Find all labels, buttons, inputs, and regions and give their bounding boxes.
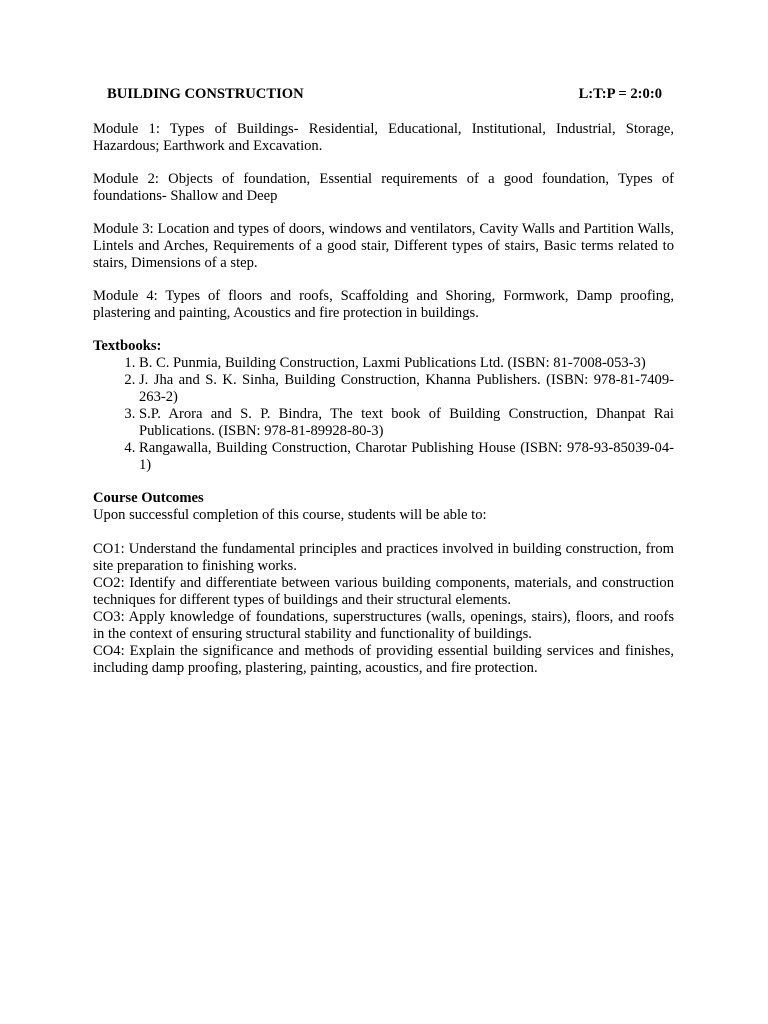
textbook-item: 4. Rangawalla, Building Construction, Charotar Publishing House (ISBN: 978-93-85039-04-1) xyxy=(139,440,674,474)
course-outcomes-heading: Course Outcomes xyxy=(93,490,204,506)
module-2: Module 2: Objects of foundation, Essential requirements of a good foundation, Types of foundations- Shallow and Deep xyxy=(93,171,674,204)
textbooks-list xyxy=(93,355,674,474)
course-header xyxy=(93,86,674,106)
course-outcomes-intro: Upon successful completion of this course, students will be able to: xyxy=(93,507,487,523)
course-outcomes-list xyxy=(93,541,674,677)
document-page xyxy=(93,86,674,677)
course-outcome-item: CO4: Explain the significance and methods of providing essential building services and finishes, including damp proofing, plastering, painting, acoustics, and fire protection. xyxy=(93,643,674,676)
course-outcome-item: CO2: Identify and differentiate between various building components, materials, and construction techniques for different types of buildings and their structural elements. xyxy=(93,575,674,608)
course-title: BUILDING CONSTRUCTION xyxy=(107,86,304,102)
ltp-ratio: L:T:P = 2:0:0 xyxy=(578,86,662,102)
module-1: Module 1: Types of Buildings- Residential, Educational, Institutional, Industrial, Storage, Hazardous; Earthwork and Excavation. xyxy=(93,121,674,154)
textbook-item: 2. J. Jha and S. K. Sinha, Building Construction, Khanna Publishers. (ISBN: 978-81-7409-263-2) xyxy=(139,372,674,406)
module-3: Module 3: Location and types of doors, windows and ventilators, Cavity Walls and Partition Walls, Lintels and Arches, Requirements of a good stair, Different types of stairs, Basic terms related to stairs, Dimensions of a step. xyxy=(93,221,674,271)
textbook-item: 1. B. C. Punmia, Building Construction, Laxmi Publications Ltd. (ISBN: 81-7008-053-3) xyxy=(139,355,674,372)
course-outcome-item: CO3: Apply knowledge of foundations, superstructures (walls, openings, stairs), floors, and roofs in the context of ensuring structural stability and functionality of buildings. xyxy=(93,609,674,642)
textbooks-heading: Textbooks: xyxy=(93,338,162,354)
textbook-item: 3. S.P. Arora and S. P. Bindra, The text book of Building Construction, Dhanpat Rai Publications. (ISBN: 978-81-89928-80-3) xyxy=(139,406,674,440)
course-outcome-item: CO1: Understand the fundamental principles and practices involved in building construction, from site preparation to finishing works. xyxy=(93,541,674,574)
module-4: Module 4: Types of floors and roofs, Scaffolding and Shoring, Formwork, Damp proofing, plastering and painting, Acoustics and fire protection in buildings. xyxy=(93,288,674,321)
